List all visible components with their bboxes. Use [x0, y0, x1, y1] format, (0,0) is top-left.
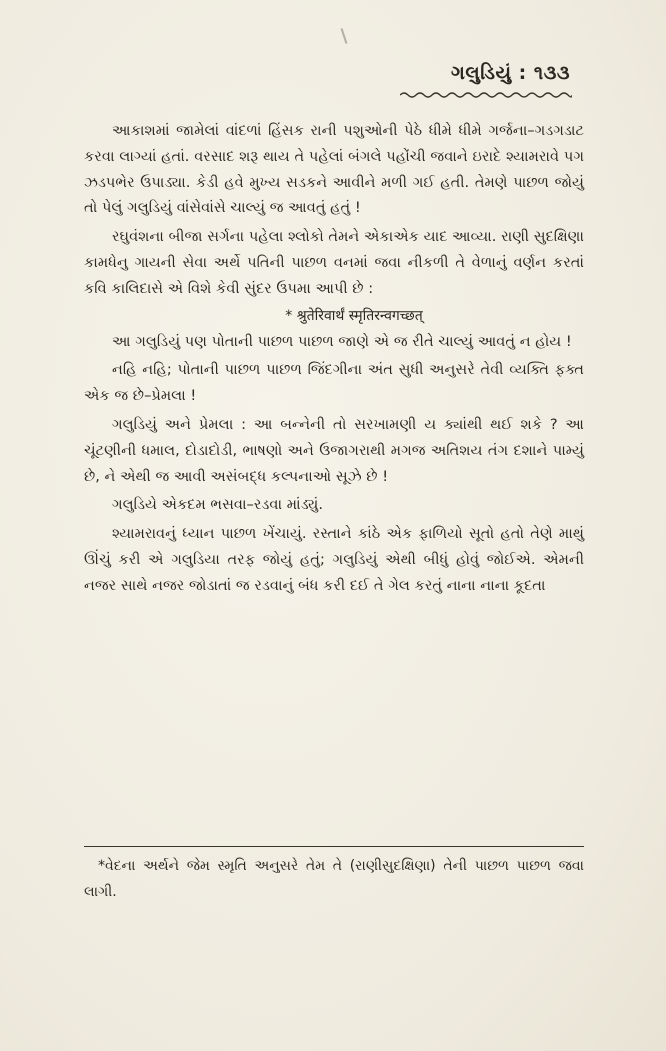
paragraph-barking: ગલુડિયે એકદમ ભસવા–રડવા માંડ્યું.: [112, 496, 324, 514]
paragraph-puppy-follows: આ ગલુડિયું પણ પોતાની પાછળ પાછળ જાણે એ જ રીતે ચાલ્યું આવતું ન હોય !: [112, 332, 572, 350]
main-text: [84, 118, 584, 599]
paragraph-raghuvansh: રઘુવંશના બીજા સર્ગના પહેલા શ્લોકો તેમને એકાએક યાદ આવ્યા. રાણી સુદક્ષિણા કામધેનુ ગાયની સેવા અર્થે પતિની પાછળ વનમાં જવા નીકળી તે વેળાનું વર્ણન કરતાં કવિ કાલિદાસે એ વિશે કેવી સુંદર ઉપમા આપી છે :: [84, 228, 584, 297]
running-header: ગલુડિયું : ૧૩૩: [451, 62, 570, 84]
footnote-divider: [84, 846, 584, 847]
paragraph-premla: નહિ નહિ; પોતાની પાછળ પાછળ જિંદગીના અંત સુધી અનુસરે તેવી વ્યક્તિ ફક્ત એક જ છે–પ્રેમલા !: [84, 361, 584, 405]
sanskrit-verse: * श्रुतेरिवार्थं स्मृतिरन्वगच्छत्: [285, 307, 423, 324]
footnote: *વેદના અર્થને જેમ સ્મૃતિ અનુસરે તેમ તે (રાણીસુદક્ષિણા) તેની પાછળ પાછળ જવા લાગી.: [84, 858, 584, 900]
paragraph-clouds: આકાશમાં જામેલાં વાંદળાં હિંસક રાની પશુઓની પેઠે ધીમે ધીમે ગર્જના–ગડગડાટ કરવા લાગ્યાં હતાં. વરસાદ શરૂ થાય તે પહેલાં બંગલે પહોંચી જવાને ઇરાદે શ્યામરાવે પગ ઝડપભેર ઉપાડ્યા. કેડી હવે મુખ્ય સડકને આવીને મળી ગઈ હતી. તેમણે પાછળ જોયું તો પેલું ગલુડિયું વાંસેવાંસે ચાલ્યું જ આવતું હતું !: [84, 122, 584, 217]
paragraph-comparison: ગલુડિયું અને પ્રેમલા : આ બન્નેની તો સરખામણી ય ક્યાંથી થઈ શકે ? આ ચૂંટણીની ધમાલ, દોડાદોડી, ભાષણો અને ઉજાગરાથી મગજ અતિશય તંગ દશાને પામ્યું છે, ને એથી જ આવી અસંબદ્ધ કલ્પનાઓ સૂઝે છે !: [84, 415, 584, 485]
ink-fleck: [341, 28, 348, 44]
paragraph-attention: શ્યામરાવનું ધ્યાન પાછળ ખેંચાયું. રસ્તાને કાંઠે એક ફાળિયો સૂતો હતો તેણે માથું ઊંચું કરી એ ગલુડિયા તરફ જોયું હતું; ગલુડિયું એથી બીધું હોવું જોઈએ. એમની નજર સાથે નજર જોડાતાં જ રડવાનું બંધ કરી દઈ તે ગેલ કરતું નાના નાના કૂદતા: [84, 525, 584, 594]
header-wavy-underline: [400, 90, 572, 100]
